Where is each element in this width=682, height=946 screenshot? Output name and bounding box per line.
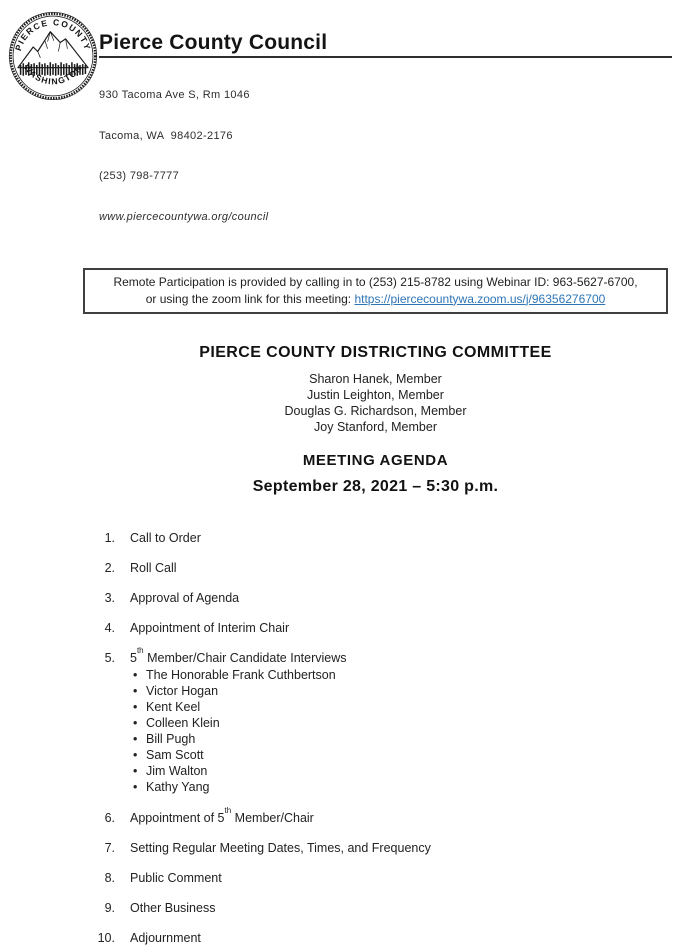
bullet-icon: • xyxy=(133,732,138,747)
meeting-agenda-heading: MEETING AGENDA xyxy=(302,452,449,470)
ordinal-suffix: th xyxy=(224,805,232,815)
candidate-name: Bill Pugh xyxy=(146,732,196,747)
meeting-datetime: September 28, 2021 – 5:30 p.m. xyxy=(252,478,499,496)
item-number: 6. xyxy=(104,811,115,826)
candidate-item xyxy=(133,683,347,699)
candidate-name: Colleen Klein xyxy=(146,716,220,731)
bullet-icon: • xyxy=(133,684,138,699)
bullet-icon: • xyxy=(133,668,138,683)
candidate-name: Jim Walton xyxy=(146,764,208,779)
item-number: 1. xyxy=(104,531,115,546)
candidate-name: Kent Keel xyxy=(146,700,201,715)
member-name: Douglas G. Richardson, Member xyxy=(284,404,467,419)
agenda-item-5 xyxy=(83,645,668,811)
item-number: 8. xyxy=(104,871,115,886)
item-text-part: Member/Chair Candidate Interviews xyxy=(143,651,347,666)
org-title: Pierce County Council xyxy=(99,31,672,58)
agenda-item-8 xyxy=(83,871,668,886)
candidate-item xyxy=(133,779,347,795)
agenda-list xyxy=(83,531,668,946)
item-text: Roll Call xyxy=(130,561,177,576)
ordinal-suffix: th xyxy=(136,645,144,655)
bullet-icon: • xyxy=(133,700,138,715)
zoom-meeting-link[interactable]: https://piercecountywa.zoom.us/j/96356276700 xyxy=(354,291,606,306)
agenda-item-3 xyxy=(83,591,668,606)
candidate-item xyxy=(133,747,347,763)
notice-line-1: Remote Participation is provided by calling in to (253) 215-8782 using Webinar ID: 963-5627-6700, xyxy=(113,275,638,290)
item-text: Call to Order xyxy=(130,531,201,546)
address-line-2: Tacoma, WA 98402-2176 xyxy=(99,129,233,142)
agenda-item-7 xyxy=(83,841,668,856)
candidate-name: Sam Scott xyxy=(146,748,204,763)
candidate-item xyxy=(133,667,347,683)
candidate-name: Victor Hogan xyxy=(146,684,219,699)
committee-header xyxy=(83,344,668,496)
item-number: 3. xyxy=(104,591,115,606)
agenda-item-6 xyxy=(83,805,668,826)
item-text-part: 5 xyxy=(130,651,137,666)
letterhead xyxy=(0,0,682,251)
item-text xyxy=(130,645,347,811)
candidate-item xyxy=(133,763,347,779)
candidate-bullet-list xyxy=(130,667,347,795)
bullet-icon: • xyxy=(133,748,138,763)
pierce-county-seal-logo xyxy=(8,10,98,102)
agenda-item-4 xyxy=(83,621,668,636)
committee-title: PIERCE COUNTY DISTRICTING COMMITTEE xyxy=(199,344,552,362)
item-text: Appointment of Interim Chair xyxy=(130,621,290,636)
candidate-item xyxy=(133,699,347,715)
item-number: 10. xyxy=(97,931,115,946)
candidate-name: Kathy Yang xyxy=(146,780,210,795)
org-address-block xyxy=(99,62,672,251)
agenda-item-9 xyxy=(83,901,668,916)
notice-line-2-text: or using the zoom link for this meeting: xyxy=(145,291,355,306)
item-text: Approval of Agenda xyxy=(130,591,240,606)
item-text: Adjournment xyxy=(130,931,201,946)
item-text: Other Business xyxy=(130,901,216,916)
item-number: 4. xyxy=(104,621,115,636)
candidate-name: The Honorable Frank Cuthbertson xyxy=(146,668,336,683)
org-website: www.piercecountywa.org/council xyxy=(99,210,269,223)
member-list xyxy=(83,371,668,435)
bullet-icon: • xyxy=(133,780,138,795)
member-name: Justin Leighton, Member xyxy=(307,388,444,403)
item-text xyxy=(130,805,314,826)
candidate-item xyxy=(133,715,347,731)
item-text-part: Appointment of 5 xyxy=(130,811,225,826)
seal-bottom-text: WASHINGTON xyxy=(21,62,85,87)
item-text-part: Member/Chair xyxy=(231,811,314,826)
item-number: 7. xyxy=(104,841,115,856)
org-phone: (253) 798-7777 xyxy=(99,170,180,183)
item-number: 5. xyxy=(104,651,115,666)
member-name: Sharon Hanek, Member xyxy=(309,372,442,387)
item-number: 9. xyxy=(104,901,115,916)
member-name: Joy Stanford, Member xyxy=(314,420,437,435)
agenda-item-10 xyxy=(83,931,668,946)
address-line-1: 930 Tacoma Ave S, Rm 1046 xyxy=(99,89,250,102)
letterhead-text xyxy=(99,10,672,251)
bullet-icon: • xyxy=(133,716,138,731)
bullet-icon: • xyxy=(133,764,138,779)
item-text: Setting Regular Meeting Dates, Times, and Frequency xyxy=(130,841,431,856)
candidate-item xyxy=(133,731,347,747)
notice-line-2 xyxy=(91,291,660,308)
item-text: Public Comment xyxy=(130,871,222,886)
item-number: 2. xyxy=(104,561,115,576)
remote-participation-notice xyxy=(83,268,668,314)
seal-top-text: PIERCE COUNTY xyxy=(13,17,93,52)
agenda-item-2 xyxy=(83,561,668,576)
agenda-item-1 xyxy=(83,531,668,546)
